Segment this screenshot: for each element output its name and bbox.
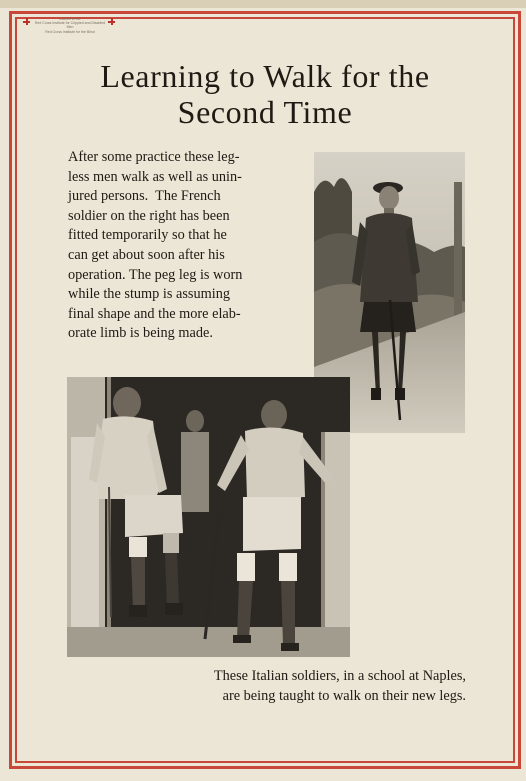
title-line: Learning to Walk for the [100, 58, 430, 94]
paragraph-line: while the stump is assuming [68, 286, 231, 303]
paragraph-line: fitted temporarily so that he [68, 227, 227, 244]
paragraph-line: jured persons. The French [68, 188, 221, 205]
red-cross-icon [108, 18, 115, 25]
paragraph-line: After some practice these leg- [68, 149, 240, 165]
paragraph-line: operation. The peg leg is worn [68, 266, 243, 283]
red-cross-header-seal [20, 16, 120, 34]
seal-text [32, 17, 108, 34]
paragraph-line: can get about soon after his [68, 246, 225, 263]
paragraph-line: orate limb is being made. [68, 325, 213, 342]
caption-line: are being taught to walk on their new legs. [222, 687, 466, 704]
caption-line: These Italian soldiers, in a school at Naples, [213, 668, 466, 684]
poster-title [20, 58, 510, 130]
top-edge-strip [0, 0, 526, 8]
paragraph-line: final shape and the more elab- [68, 305, 241, 322]
paragraph-line: soldier on the right has been [68, 207, 230, 224]
paragraph-line: less men walk as well as unin- [68, 168, 242, 185]
title-line: Second Time [177, 94, 353, 130]
seal-line: Bulletin of the [59, 17, 81, 21]
seal-line: Red Cross Institute for the Blind [45, 29, 95, 34]
seal-line: Red Cross Institute for Crippled and Disabled Men [34, 21, 106, 30]
italian-soldiers-photo [67, 377, 350, 657]
photo-caption [70, 667, 466, 706]
body-paragraph [68, 148, 296, 344]
red-cross-icon [23, 18, 30, 25]
